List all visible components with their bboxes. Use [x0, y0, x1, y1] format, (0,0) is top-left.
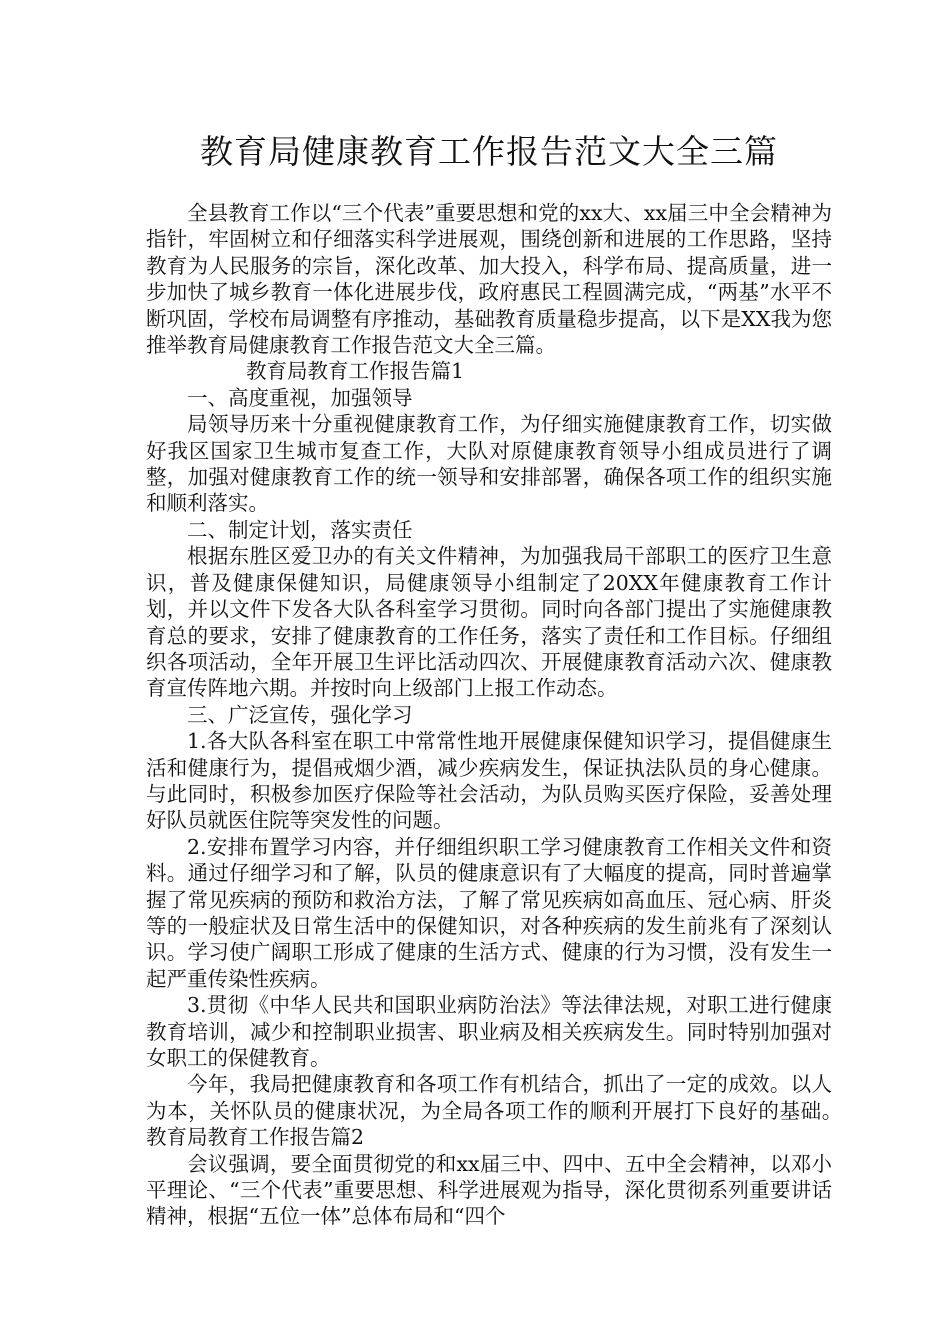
list-item-1: 1.各大队各科室在职工中常常性地开展健康保健知识学习，提倡健康生活和健康行为，提倡戒烟少酒，减少疾病发生，保证执法队员的身心健康。与此同时，积极参加医疗保险等社会活动，为队员购买医疗保险，妥善处理好队员就医住院等突发性的问题。 [146, 729, 832, 833]
paragraph: 局领导历来十分重视健康教育工作，为仔细实施健康教育工作，切实做好我区国家卫生城市复查工作，大队对原健康教育领导小组成员进行了调整，加强对健康教育工作的统一领导和安排部署，确保各项工作的组织实施和顺利落实。 [146, 412, 832, 516]
paragraph: 会议强调，要全面贯彻党的和xx届三中、四中、五中全会精神，以邓小平理论、“三个代表”重要思想、科学进展观为指导，深化贯彻系列重要讲话精神，根据“五位一体”总体布局和“四个 [146, 1151, 832, 1229]
paragraph: 根据东胜区爱卫办的有关文件精神，为加强我局干部职工的医疗卫生意识，普及健康保健知识，局健康领导小组制定了20XX年健康教育工作计划，并以文件下发各大队各科室学习贯彻。同时向各部门提出了实施健康教育总的要求，安排了健康教育的工作任务，落实了责任和工作目标。仔细组织各项活动，全年开展卫生评比活动四次、开展健康教育活动六次、健康教育宣传阵地六期。并按时向上级部门上报工作动态。 [146, 544, 832, 701]
document-title: 教育局健康教育工作报告范文大全三篇 [200, 132, 778, 171]
heading-2: 二、制定计划，落实责任 [187, 517, 413, 542]
list-item-3: 3.贯彻《中华人民共和国职业病防治法》等法律法规，对职工进行健康教育培训，减少和控制职业损害、职业病及相关疾病发生。同时特别加强对女职工的保健教育。 [146, 993, 832, 1070]
heading-1: 一、高度重视，加强领导 [187, 385, 413, 410]
section-title-1: 教育局教育工作报告篇1 [246, 359, 465, 384]
intro-paragraph: 全县教育工作以“三个代表”重要思想和党的xx大、xx届三中全会精神为指针，牢固树立和仔细落实科学进展观，围绕创新和进展的工作思路，坚持教育为人民服务的宗旨，深化改革、加大投入，科学布局、提高质量，进一步加快了城乡教育一体化进展步伐，政府惠民工程圆满完成，“两基”水平不断巩固，学校布局调整有序推动，基础教育质量稳步提高，以下是XX我为您推举教育局健康教育工作报告范文大全三篇。 [146, 201, 832, 358]
document-body [146, 200, 873, 1230]
heading-3: 三、广泛宣传，强化学习 [187, 702, 413, 727]
summary-paragraph: 今年，我局把健康教育和各项工作有机结合，抓出了一定的成效。以人为本，关怀队员的健康状况，为全局各项工作的顺利开展打下良好的基础。 教育局教育工作报告篇2 [146, 1072, 873, 1150]
list-item-2: 2.安排布置学习内容，并仔细组织职工学习健康教育工作相关文件和资料。通过仔细学习和了解，队员的健康意识有了大幅度的提高，同时普遍掌握了常见疾病的预防和救治方法，了解了常见疾病如高血压、冠心病、肝炎等的一般症状及日常生活中的保健知识，对各种疾病的发生前兆有了深刻认识。学习使广阔职工形成了健康的生活方式、健康的行为习惯，没有发生一起严重传染性疾病。 [146, 834, 832, 991]
